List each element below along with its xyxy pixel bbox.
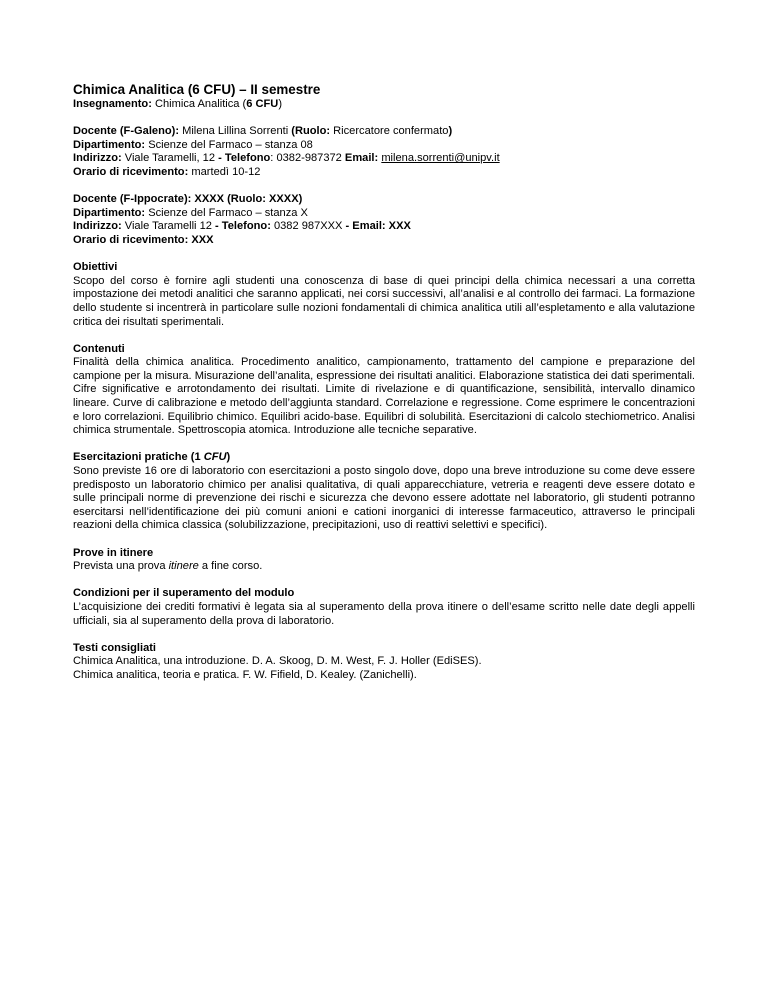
docente1-ind-label: Indirizzo: bbox=[73, 152, 122, 165]
docente1-ruolo-value: Ricercatore confermato bbox=[330, 125, 449, 138]
condizioni-section bbox=[73, 587, 695, 628]
docente2-dip-value: Scienze del Farmaco – stanza X bbox=[145, 206, 308, 219]
docente2-ind-line bbox=[73, 220, 695, 234]
esercitazioni-heading-cfu: CFU bbox=[203, 451, 227, 464]
docente2-tel-value: 0382 987XXX bbox=[270, 220, 346, 233]
insegnamento-label: Insegnamento: bbox=[73, 98, 152, 110]
insegnamento-line bbox=[73, 98, 695, 112]
docente2-orario-line: Orario di ricevimento: XXX bbox=[73, 233, 214, 246]
prove-text bbox=[73, 560, 695, 574]
prove-text-italic: itinere bbox=[168, 560, 199, 573]
contenuti-text: Finalità della chimica analitica. Procedimento analitico, campionamento, trattamento del campione e preparazione del campione per la misura. Misurazione dell’analita, espressione dei risultati analitici. Elaborazione statistica dei dati sperimentali. Cifre significative e arrotondamento dei risultati. Limite di rivelazione e di quantificazione, sensibilità, intervallo dinamico lineare. Curve di calibrazione e metodo dell’aggiunta standard. Correlazione e regressione. Come esprimere le concentrazioni e loro correlazioni. Equilibrio chimico. Equilibri acido-base. Equilibri di solubilità. Esercitazioni di calcolo stechiometrico. Analisi chimica strumentale. Spettroscopia atomica. Introduzione alle tecniche separative. bbox=[73, 356, 695, 437]
prove-text-post: a fine corso. bbox=[198, 560, 263, 573]
prove-section bbox=[73, 547, 695, 574]
docente1-line bbox=[73, 125, 695, 139]
docente2-block bbox=[73, 193, 695, 247]
prove-text-pre: Prevista una prova bbox=[73, 560, 169, 573]
docente1-email-label: Email: bbox=[344, 152, 379, 165]
docente1-dip-line bbox=[73, 139, 695, 153]
docente1-block bbox=[73, 125, 695, 179]
docente1-dip-value: Scienze del Farmaco – stanza 08 bbox=[145, 138, 313, 151]
insegnamento-value: Chimica Analitica ( bbox=[151, 98, 247, 110]
esercitazioni-heading bbox=[73, 451, 695, 465]
docente1-ruolo-close: ) bbox=[448, 125, 453, 138]
docente1-ind-value: Viale Taramelli, 12 bbox=[121, 152, 219, 165]
docente1-dip-label: Dipartimento: bbox=[73, 138, 146, 151]
docente1-orario-value: martedì 10-12 bbox=[188, 165, 261, 178]
docente2-line: Docente (F-Ippocrate): XXXX (Ruolo: XXXX) bbox=[73, 193, 303, 206]
docente1-ind-line bbox=[73, 152, 695, 166]
docente2-dip-line bbox=[73, 207, 695, 221]
prove-heading: Prove in itinere bbox=[73, 546, 154, 559]
contenuti-section bbox=[73, 343, 695, 438]
esercitazioni-heading-pre: Esercitazioni pratiche (1 bbox=[73, 451, 204, 464]
course-title: Chimica Analitica (6 CFU) – II semestre bbox=[73, 82, 321, 97]
esercitazioni-text: Sono previste 16 ore di laboratorio con esercitazioni a posto singolo dove, dopo una breve introduzione su come deve essere predisposto un laboratorio chimico per analisi qualitativa, di quali apparecchiature, vetreria e reagenti deve essere dotato e sulle principali norme di prevenzione dei rischi e sicurezza che devono essere adottate nel laboratorio, gli studenti potranno esercitarsi nell’identificazione dei più comuni anioni e cationi inorganici di interesse farmaceutico, attraverso le principali reazioni della chimica classica (solubilizzazione, precipitazioni, uso di reattivi selettivi e specifici). bbox=[73, 465, 695, 532]
docente2-ind-label: Indirizzo: bbox=[73, 220, 122, 233]
contenuti-heading: Contenuti bbox=[73, 342, 125, 355]
docente1-orario-line bbox=[73, 166, 695, 180]
docente1-name: Milena Lillina Sorrenti bbox=[179, 125, 292, 138]
docente2-ind-value: Viale Taramelli 12 bbox=[121, 220, 216, 233]
testi-section bbox=[73, 642, 695, 683]
insegnamento-cfu: 6 CFU bbox=[246, 98, 279, 110]
condizioni-heading: Condizioni per il superamento del modulo bbox=[73, 587, 295, 600]
insegnamento-close: ) bbox=[278, 98, 283, 110]
docente1-tel-label: - Telefono bbox=[218, 152, 271, 165]
docente1-label: Docente (F-Galeno): bbox=[73, 125, 180, 138]
docente2-email: - Email: XXX bbox=[345, 220, 411, 233]
esercitazioni-section bbox=[73, 451, 695, 533]
testi-item: Chimica Analitica, una introduzione. D. A. Skoog, D. M. West, F. J. Holler (EdiSES). bbox=[73, 655, 482, 668]
obiettivi-heading: Obiettivi bbox=[73, 261, 118, 274]
docente1-email-link[interactable]: milena.sorrenti@unipv.it bbox=[381, 152, 500, 165]
esercitazioni-heading-post: ) bbox=[226, 451, 231, 464]
obiettivi-text: Scopo del corso è fornire agli studenti una conoscenza di base di quei principi della chimica necessari a una corretta impostazione dei metodi analitici che saranno applicati, nei corsi successivi, all’analisi e al controllo dei farmaci. La formazione dello studente si incentrerà in particolare sulle nozioni fondamentali di chimica analitica utili all’espletamento e alla valutazione critica dei risultati sperimentali. bbox=[73, 274, 695, 328]
docente1-tel-value: : 0382-987372 bbox=[270, 152, 345, 165]
document-page bbox=[73, 82, 695, 683]
docente2-dip-label: Dipartimento: bbox=[73, 206, 146, 219]
docente1-orario-label: Orario di ricevimento: bbox=[73, 165, 189, 178]
docente1-ruolo-label: (Ruolo: bbox=[291, 125, 331, 138]
testi-heading: Testi consigliati bbox=[73, 641, 157, 654]
condizioni-text: L’acquisizione dei crediti formativi è legata sia al superamento della prova itinere o dell’esame scritto nelle date degli appelli ufficiali, sia al superamento della prova di laboratorio. bbox=[73, 600, 695, 627]
obiettivi-section bbox=[73, 261, 695, 329]
testi-item: Chimica analitica, teoria e pratica. F. W. Fifield, D. Kealey. (Zanichelli). bbox=[73, 668, 417, 681]
docente2-tel-label: - Telefono: bbox=[215, 220, 271, 233]
